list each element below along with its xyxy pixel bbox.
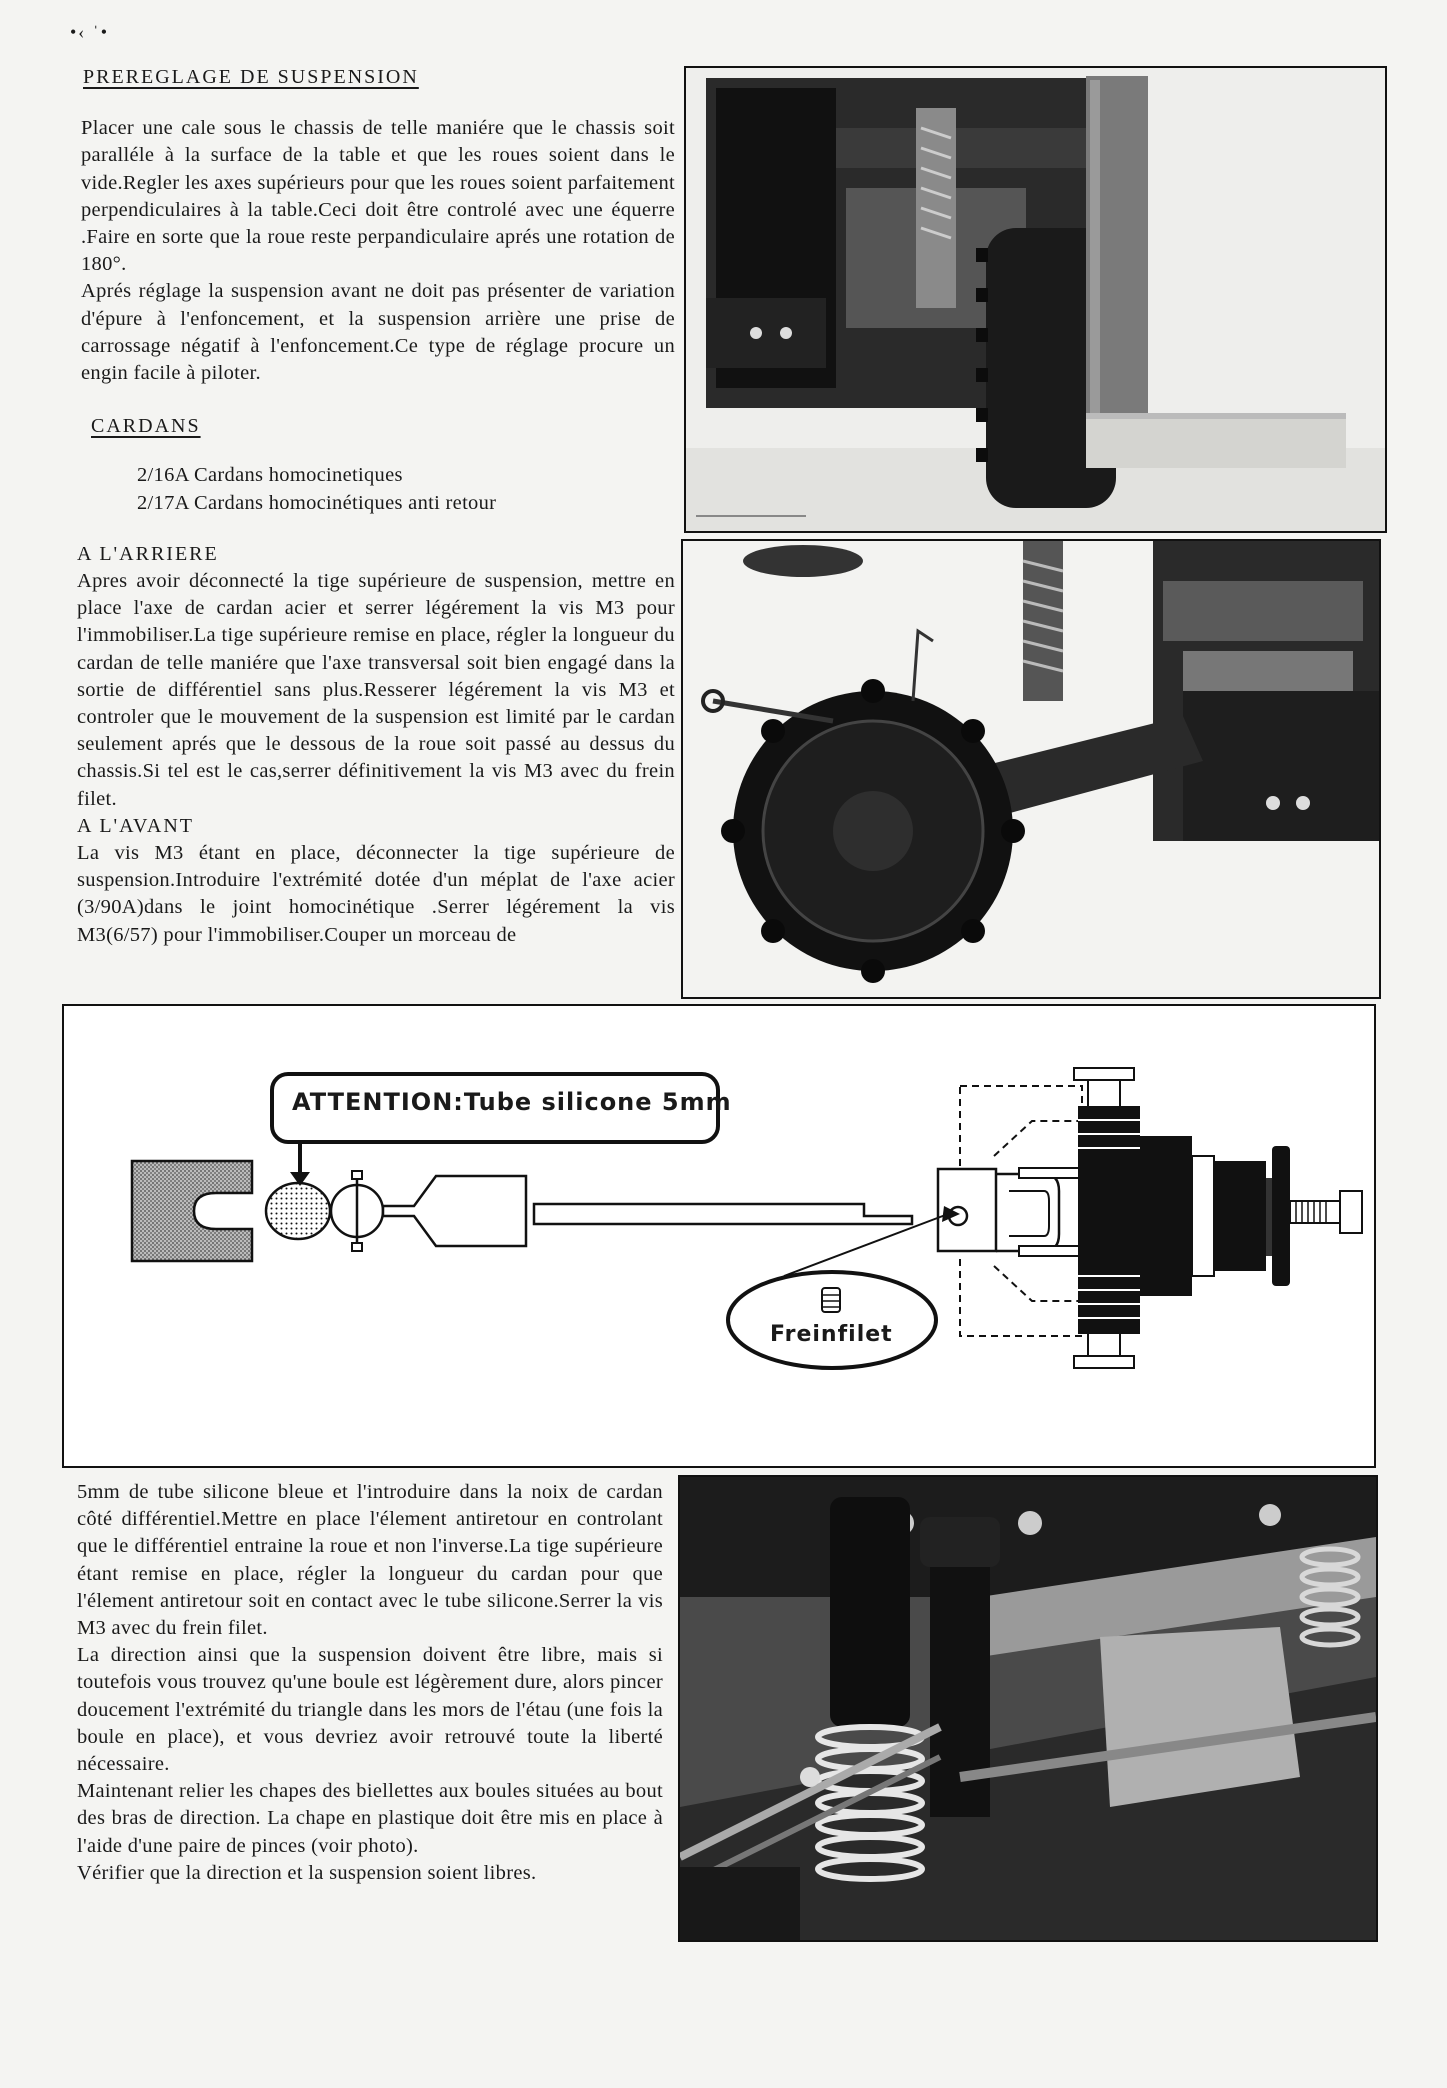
prereglage-paragraph-2: Aprés réglage la suspension avant ne doit pas présenter de variation d'épure à l'enfoncement, et la suspension arrière une prise de carrossage négatif à l'enfoncement.Ce type de réglage procure un engin facile à piloter. <box>81 280 675 385</box>
reference-line-2: 2/17A Cardans homocinétiques anti retour <box>137 491 497 514</box>
subheading-avant: A L'AVANT <box>77 814 194 837</box>
bottom-paragraph-1: 5mm de tube silicone bleue et l'introduire dans la noix de cardan côté différentiel.Mettre en place l'élement antiretour en controlant que le différentiel entraine la roue et non l'inverse.La tige supérieure étant remise en place, régler la longueur du cardan pour que l'élement antiretour soit en contact avec le tube silicone.Serrer la vis M3 avec du frein filet. <box>77 1481 663 1640</box>
left-text-column-top <box>77 64 675 949</box>
threadlock-bottle-icon <box>822 1288 840 1312</box>
arriere-paragraph: Apres avoir déconnecté la tige supérieure de suspension, mettre en place l'axe de cardan acier et serrer légérement la vis M3 pour l'immobiliser.La tige supérieure remise en place, régler la longueur du cardan de telle maniére que l'axe transversal soit bien engagé dans la sortie de différentiel sans plus.Resserer légérement la vis M3 et controler que le mouvement de la suspension est limité par le cardan seulement aprés que le dessous de la roue soit passé au dessus du chassis.Si tel est le cas,serrer définitivement la vis M3 avec du frein filet. <box>77 570 675 810</box>
photo-front-steering-art <box>680 1477 1376 1940</box>
section-heading-cardans: CARDANS <box>91 415 201 438</box>
freinfilet-label: Freinfilet <box>770 1322 893 1347</box>
section-heading-prereglage: PREREGLAGE DE SUSPENSION <box>83 66 419 88</box>
photo-suspension-square-art <box>686 68 1385 531</box>
avant-paragraph: La vis M3 étant en place, déconnecter la tige supérieure de suspension.Introduire l'extrémité dotée d'un méplat de l'axe acier (3/90A)dans le joint homocinétique .Serrer légérement la vis M3(6/57) pour l'immobiliser.Couper un morceau de <box>77 842 675 946</box>
steel-shaft <box>534 1204 912 1224</box>
reference-line-1: 2/16A Cardans homocinetiques <box>137 464 403 487</box>
bottom-paragraph-4: Vérifier que la direction et la suspension soient libres. <box>77 1861 537 1884</box>
cardan-assembly-diagram <box>62 1004 1376 1468</box>
attention-label: ATTENTION:Tube silicone 5mm <box>292 1088 732 1116</box>
subheading-arriere: A L'ARRIERE <box>77 542 219 565</box>
page-corner-marks: •‹ ˈ• <box>70 22 110 42</box>
differential-housing <box>1078 1106 1140 1334</box>
photo-suspension-square <box>684 66 1387 533</box>
photo-rear-cardan <box>681 539 1381 999</box>
cardan-assembly-diagram-art <box>64 1006 1374 1466</box>
u-shaped-block <box>132 1161 252 1261</box>
bottom-paragraph-3: Maintenant relier les chapes des biellettes aux boules situées au bout des bras de direction. La chape en plastique doit être mis en place à l'aide d'une paire de pinces (voir photo). <box>77 1780 663 1857</box>
photo-rear-cardan-art <box>683 541 1379 997</box>
cardans-references <box>77 462 675 516</box>
cardan-cup <box>383 1176 526 1246</box>
photo-front-steering <box>678 1475 1378 1942</box>
prereglage-paragraph-1: Placer une cale sous le chassis de telle maniére que le chassis soit paralléle à la surface de la table et que les roues soient dans le vide.Regler les axes supérieurs pour que les roues soient parfaitement perpendiculaires à la table.Ceci doit être controlé avec une équerre .Faire en sorte que la roue reste perpandiculaire aprés une rotation de 180°. <box>81 117 675 276</box>
freinfilet-callout <box>728 1272 936 1368</box>
left-text-column-bottom <box>77 1479 663 1887</box>
silicone-tube <box>266 1183 330 1239</box>
bottom-paragraph-2: La direction ainsi que la suspension doivent être libre, mais si toutefois vous trouvez qu'une boule est légèrement dure, alors pincer doucement l'extrémité du triangle dans les mors de l'étau (une fois la boule en place), et vous devriez avoir retrouvé toute la liberté nécessaire. <box>77 1644 663 1776</box>
